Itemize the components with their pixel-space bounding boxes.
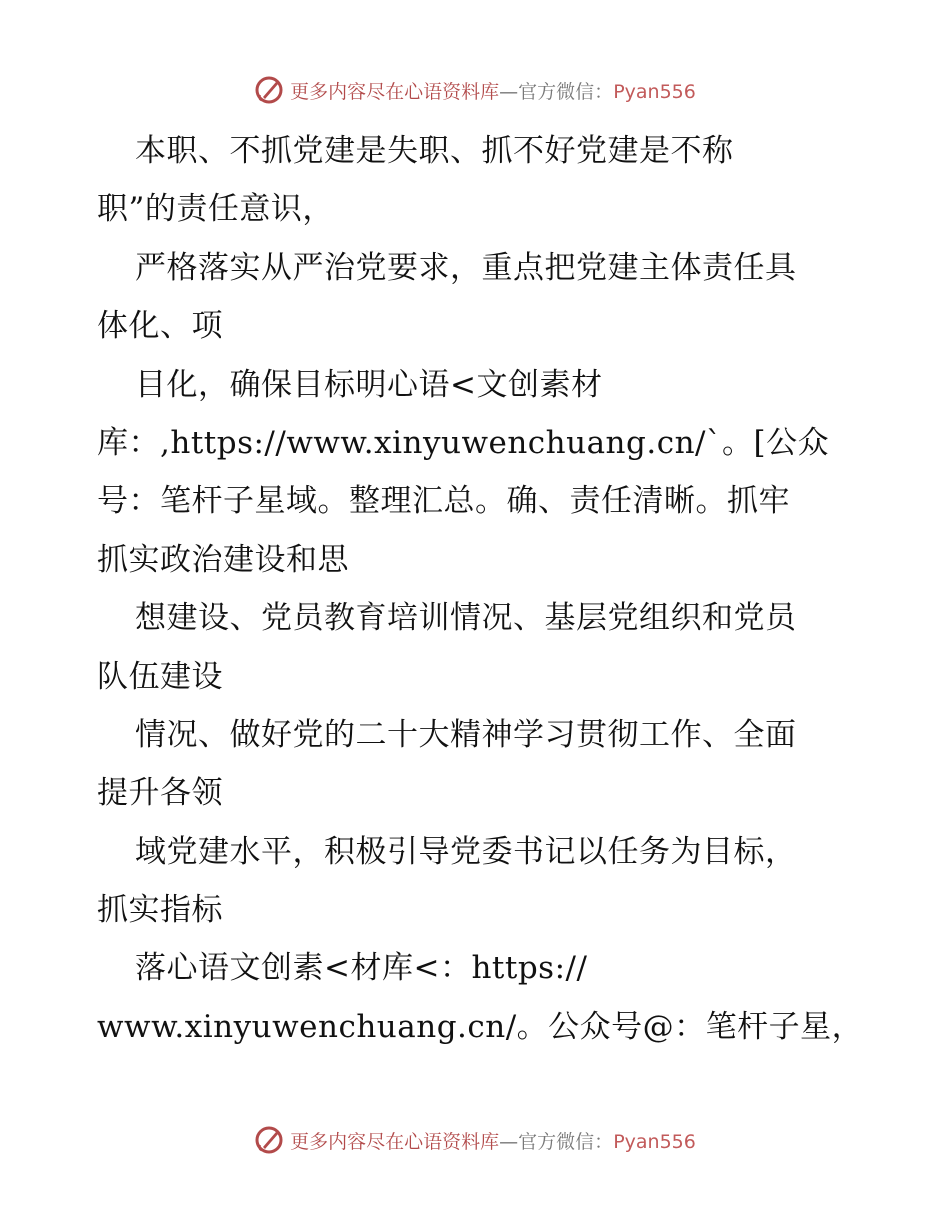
footer-text xyxy=(290,1127,696,1154)
body-line: 情况、做好党的二十大精神学习贯彻工作、全面 xyxy=(135,716,797,753)
footer-banner xyxy=(0,1120,950,1160)
body-line: 想建设、党员教育培训情况、基层党组织和党员 xyxy=(135,600,797,637)
footer-brand: 更多内容尽在心语资料库 xyxy=(290,1130,500,1153)
body-line: 库：,https://www.xinyuwenchuang.cn/`。[公众 xyxy=(97,424,830,461)
header-account: Pyan556 xyxy=(613,80,696,103)
body-line: 号：笔杆子星域。整理汇总。确、责任清晰。抓牢 xyxy=(97,483,790,520)
footer-official-label: 官方微信： xyxy=(518,1130,614,1153)
header-banner xyxy=(0,70,950,110)
body-line: 队伍建设 xyxy=(97,658,223,695)
body-line: 严格落实从严治党要求，重点把党建主体责任具 xyxy=(135,249,797,286)
document-body xyxy=(97,122,867,1056)
body-line: 抓实政治建设和思 xyxy=(97,541,349,578)
body-line: 职”的责任意识， xyxy=(97,191,334,228)
body-line: www.xinyuwenchuang.cn/。公众号@：笔杆子星， xyxy=(97,1008,864,1045)
footer-dash: — xyxy=(499,1130,519,1153)
header-brand: 更多内容尽在心语资料库 xyxy=(290,80,500,103)
body-line: 目化，确保目标明心语<文创素材 xyxy=(135,366,603,403)
body-line: 体化、项 xyxy=(97,308,223,345)
header-text xyxy=(290,77,696,104)
header-dash: — xyxy=(499,80,519,103)
quill-logo-icon xyxy=(254,75,284,105)
body-line: 提升各领 xyxy=(97,775,223,812)
body-line: 本职、不抓党建是失职、抓不好党建是不称 xyxy=(135,133,734,169)
body-line: 落心语文创素<材库<：https:// xyxy=(135,950,588,987)
body-line: 抓实指标 xyxy=(97,892,223,929)
body-line: 域党建水平，积极引导党委书记以任务为目标， xyxy=(135,833,797,870)
footer-account: Pyan556 xyxy=(613,1130,696,1153)
header-official-label: 官方微信： xyxy=(518,80,614,103)
quill-logo-icon xyxy=(254,1125,284,1155)
